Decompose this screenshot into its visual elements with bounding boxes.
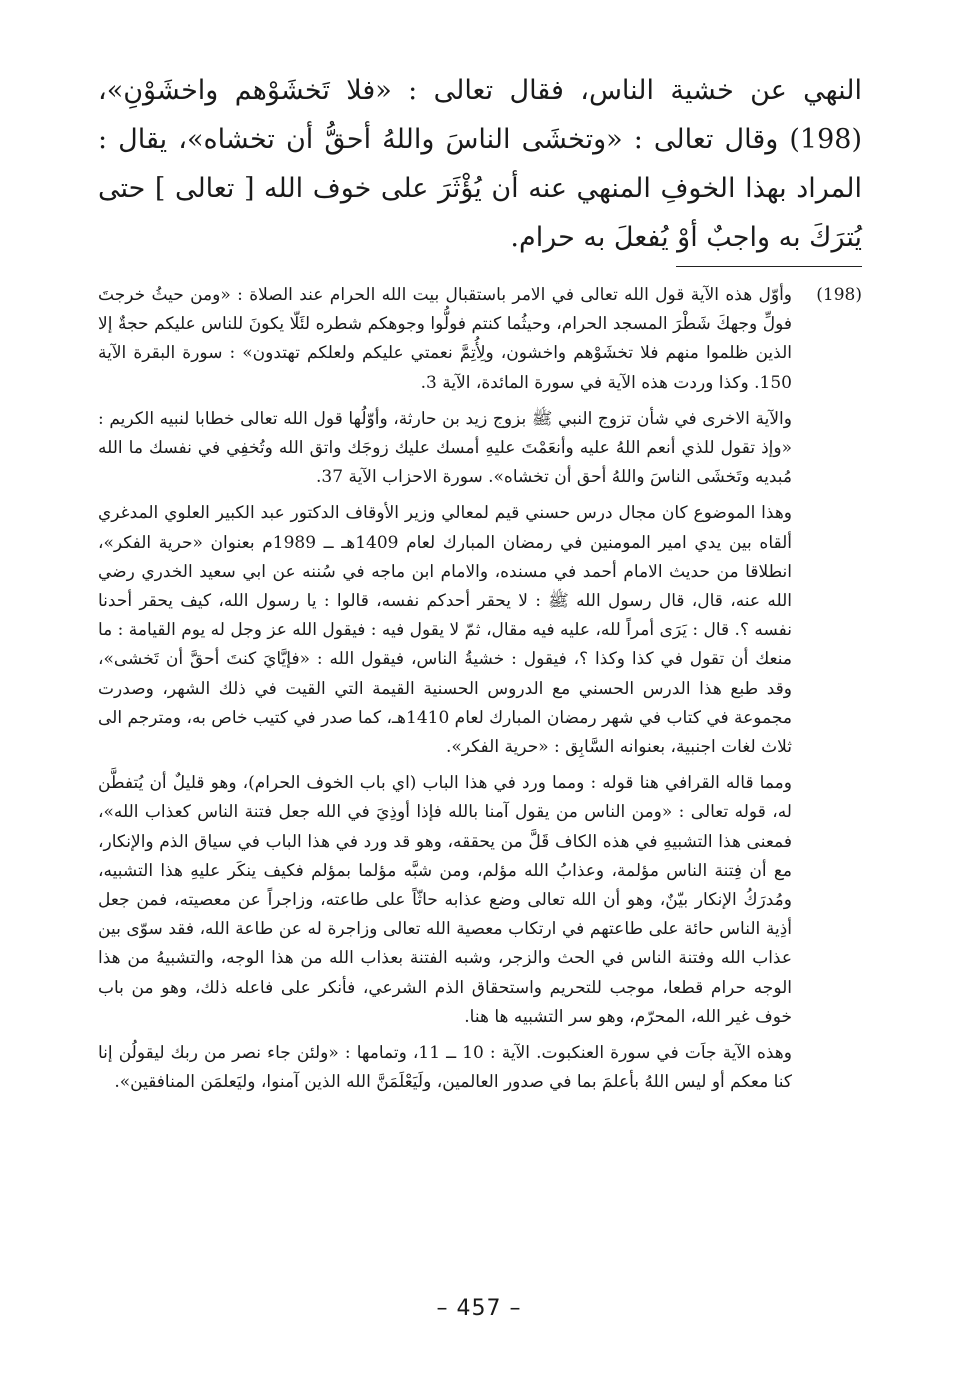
footnotes-block xyxy=(98,281,862,1097)
footnote-body xyxy=(98,281,792,1097)
footnote-paragraph-2: والآية الاخرى في شأن تزوج النبي ﷺ بزوج زيد بن حارثة، وأوّلُها قول الله تعالى خطابا لنبيه الكريم : «وإذ تقول للذي أنعم اللهُ عليه وأنعَمْتَ عليهِ أمسك عليك زوجَك واتق الله وتُخفِي في نفسك ما الله مُبديه وتَخشَى الناسَ واللهُ أحق أن تخشاه». سورة الاحزاب الآية 37. xyxy=(98,408,792,488)
page-number: – 457 – xyxy=(436,1296,522,1321)
footnote-paragraph-4: ومما قاله القرافي هنا قوله : ومما ورد في هذا الباب (اي باب الخوف الحرام)، وهو قليلٌ أن يُتفطَّن له، قوله تعالى : «ومن الناس من يقول آمنا بالله فإذا أوذِيَ في الله جعل فتنة الناس كعذاب الله»، فمعنى هذا التشبيهِ في هذه الكاف قَلَّ من يحققه، وهو قد ورد في هذا الباب في سياق الذم والإنكار، مع أن فِتنة الناس مؤلمة، وعذابُ الله مؤلم، ومن شبَّه مؤلما بمؤلم فكيف ينكَر عليهِ هذا التشبيه، ومُدرَكُ الإنكار بيّنٌ، وهو أن الله تعالى وضع عذابه حاثّاً على طاعته، وزاجراً عن معصيته، فمن جعل أذِية الناس حائة على طاعتهم في ارتكاب معصية الله تعالى وزاجرة له عن طاعة الله، فقد سوّى بين عذاب الله وفتنة الناس في الحث والزجر، وشبه الفتنة بعذاب الله من هذا الوجه، والتشبيهُ من هذا الوجه حرام قطعا، موجب للتحريم واستحقاق الذم الشرعي، فأنكر على فاعله ذلك، وهو من باب خوف غير الله، المحرّم، وهو سر التشبيه ها هنا. xyxy=(98,773,792,1027)
footnote-number: (198) xyxy=(816,285,862,305)
footnote-198 xyxy=(98,281,862,1097)
main-paragraph: النهي عن خشية الناس، فقال تعالى : «فلا تَخشَوْهم واخشَوْنِ»،(198) وقال تعالى : «وتخشَى الناسَ واللهُ أحقُّ أن تخشاه»، يقال : المراد بهذا الخوفِ المنهي عنه أن يُؤْثَرَ على خوف الله [ تعالى ] حتى يُترَكَ به واجبٌ أوْ يُفعلَ به حرام. xyxy=(98,75,862,253)
footnote-paragraph-3: وهذا الموضوع كان مجال درس حسني قيم لمعالي وزير الأوقاف الدكتور عبد الكبير العلوي المدغري ألقاه بين يدي امير المومنين في رمضان المبارك لعام 1409هـ ــ 1989م بعنوان «حرية الفكر»، انطلاقا من حديث الامام أحمد في مسنده، والامام ابن ماجه في سُننه عن ابي سعيد الخدري رضي الله عنه، قال، قال رسول الله ﷺ : لا يحقر أحدكم نفسه، قالوا : يا رسول الله، كيف يحقر أحدنا نفسه ؟. قال : يَرَى أمراً لله، عليه فيه مقال، ثمّ لا يقول فيه : فيقول الله عز وجل له يوم القيامة : ما منعك أن تقول في كذا وكذا ؟، فيقول : خشيةُ الناس، فيقول الله : «فإيَّايَ كنتَ أحقَّ أن تَخشى»، وقد طبع هذا الدرس الحسني مع الدروس الحسنية القيمة التي القيت في ذلك الشهر، وصدرت مجموعة في كتاب في شهر رمضان المبارك لعام 1410هـ، كما صدر في كتيب خاص به، ومترجم الى ثلاث لغات اجنبية، بعنوانه السَّابِق : «حرية الفكر». xyxy=(97,503,792,758)
main-text-block xyxy=(98,66,862,262)
footnote-paragraph-1: وأوّل هذه الآية قول الله تعالى في الامر باستقبال بيت الله الحرام عند الصلاة : «ومن حيثُ خرجتَ فولِّ وجهكَ شَطْرَ المسجد الحرام، وحيثُما كنتم فولُّوا وجوهكم شطره لئَلّا يكونَ للناس عليكم حجةٌ إلا الذين ظلموا منهم فلا تخشَوْهم واخشون، ولِأُتِمَّ نعمتي عليكم ولعلكم تهتدون» : سورة البقرة الآية 150. وكذا وردت هذه الآية في سورة المائدة، الآية 3. xyxy=(98,285,792,393)
footnote-separator xyxy=(676,266,862,267)
footnote-paragraph-5: وهذه الآية جاَت في سورة العنكبوت. الآية : 10 ــ 11، وتمامها : «ولئن جاء نصر من ربك ليقولُن إنا كنا معكم أو ليس اللهُ بأعلمَ بما في صدور العالمين، ولَيَعْلَمَنَّ الله الذين آمنوا، وليَعلمَن المنافقين». xyxy=(98,1043,792,1093)
